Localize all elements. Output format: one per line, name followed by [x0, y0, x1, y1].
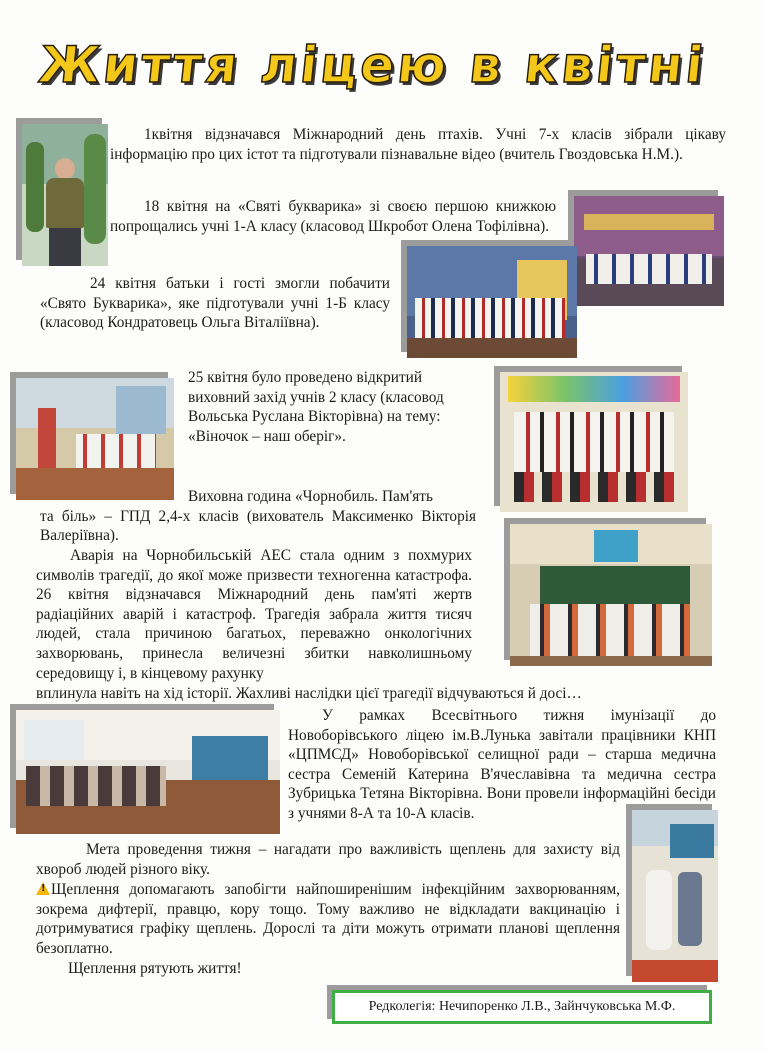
photo-vinochok-students — [500, 372, 688, 512]
paragraph-1b-bukvaryk-text: 24 квітня батьки і гості змогли побачити «Свято Букварика», яке підготували учні 1-Б класу (класовод Кондратовець Ольга Віталіївна). — [40, 275, 390, 332]
paragraph-immunization-week — [288, 706, 716, 824]
paragraph-vaccination-benefits-text: Щеплення допомагають запобігти найпоширенішим інфекційним захворюванням, зокрема дифтерії, правцю, кору тощо. Тому важливо не відкладати вакцинацію і дотримуватися графіку щеплень. Дорослі та діти можуть отримати планові щеплення безоплатно. — [36, 881, 620, 957]
paragraph-vaccination-slogan-text: Щеплення рятують життя! — [68, 960, 242, 977]
page-title: Життя ліцею в квітні — [36, 36, 709, 94]
photo-student-portrait — [22, 124, 108, 266]
paragraph-immunization-week-text: У рамках Всесвітнього тижня імунізації до Новоборівського ліцею ім.В.Лунька завітали працівники КНП «ЦПМСД» Новоборівської селищної ради – старша медична сестра Семеній Катерина В'ячеславівна та медична сестра Зубрицька Тетяна Вікторівна. Вони провели інформаційні бесіди з учнями 8-А та 10-А класів. — [288, 707, 716, 822]
paragraph-chornobyl-accident-end — [36, 684, 716, 704]
photo-vaccination-nurse — [632, 810, 718, 982]
paragraph-chornobyl-accident — [36, 546, 472, 683]
paragraph-chornobyl-accident-end-text: вплинула навіть на хід історії. Жахливі наслідки цієї трагедії відчуваються й досі… — [36, 685, 582, 702]
warning-icon — [36, 882, 50, 895]
paragraph-vaccination-purpose — [36, 840, 620, 879]
paragraph-vaccination-slogan — [68, 959, 468, 979]
photo-class-1b-stage — [407, 246, 577, 358]
paragraph-1a-bukvaryk-text: 18 квітня на «Святі букварика» зі своєю першою книжкою попрощались учні 1-А класу (класовод Шкробот Олена Тофілівна). — [110, 198, 556, 235]
paragraph-1b-bukvaryk — [40, 274, 390, 333]
editorial-credits: Редколегія: Нечипоренко Л.В., Зайнчуковська М.Ф. — [332, 990, 712, 1024]
paragraph-vaccination-purpose-text: Мета проведення тижня – нагадати про важливість щеплень для захисту від хвороб людей різного віку. — [36, 841, 620, 878]
photo-chornobyl-event — [510, 524, 712, 666]
paragraph-1a-bukvaryk — [110, 197, 556, 236]
paragraph-chornobyl-lesson — [40, 487, 476, 546]
paragraph-birds-day — [110, 125, 726, 164]
paragraph-vinochok — [188, 368, 478, 446]
paragraph-chornobyl-lesson-line2: та біль» – ГПД 2,4-х класів (вихователь Максименко Вікторія Валеріївна). — [40, 507, 476, 545]
paragraph-birds-day-text: 1квітня відзначався Міжнародний день птахів. Учні 7-х класів зібрали цікаву інформацію про цих істот та підготували пізнавальне відео (вчитель Гвоздовська Н.М.). — [110, 126, 726, 163]
paragraph-chornobyl-accident-text: Аварія на Чорнобильській АЕС стала одним з похмурих символів трагедії, до якої може призвести техногенна катастрофа. 26 квітня відзначався Міжнародний день пам'яті жертв радіаційних аварій і катастроф. Трагедія забрала життя тисяч людей, стала причиною багатьох, переважно онкологічних захворювань, принесла величезні збитки навколишньому середовищу і, в кінцевому рахунку — [36, 547, 472, 682]
photo-immunization-classroom — [16, 710, 280, 834]
photo-class-1a-celebration — [574, 196, 724, 306]
photo-class-2-event — [16, 378, 174, 500]
paragraph-vaccination-benefits — [36, 880, 620, 958]
paragraph-chornobyl-lesson-line1: Виховна година «Чорнобиль. Пам'ять — [188, 488, 433, 505]
paragraph-vinochok-text: 25 квітня було проведено відкритий виховний захід учнів 2 класу (класовод Вольська Руслана Вікторівна) на тему: «Віночок – наш оберіг». — [188, 369, 444, 445]
